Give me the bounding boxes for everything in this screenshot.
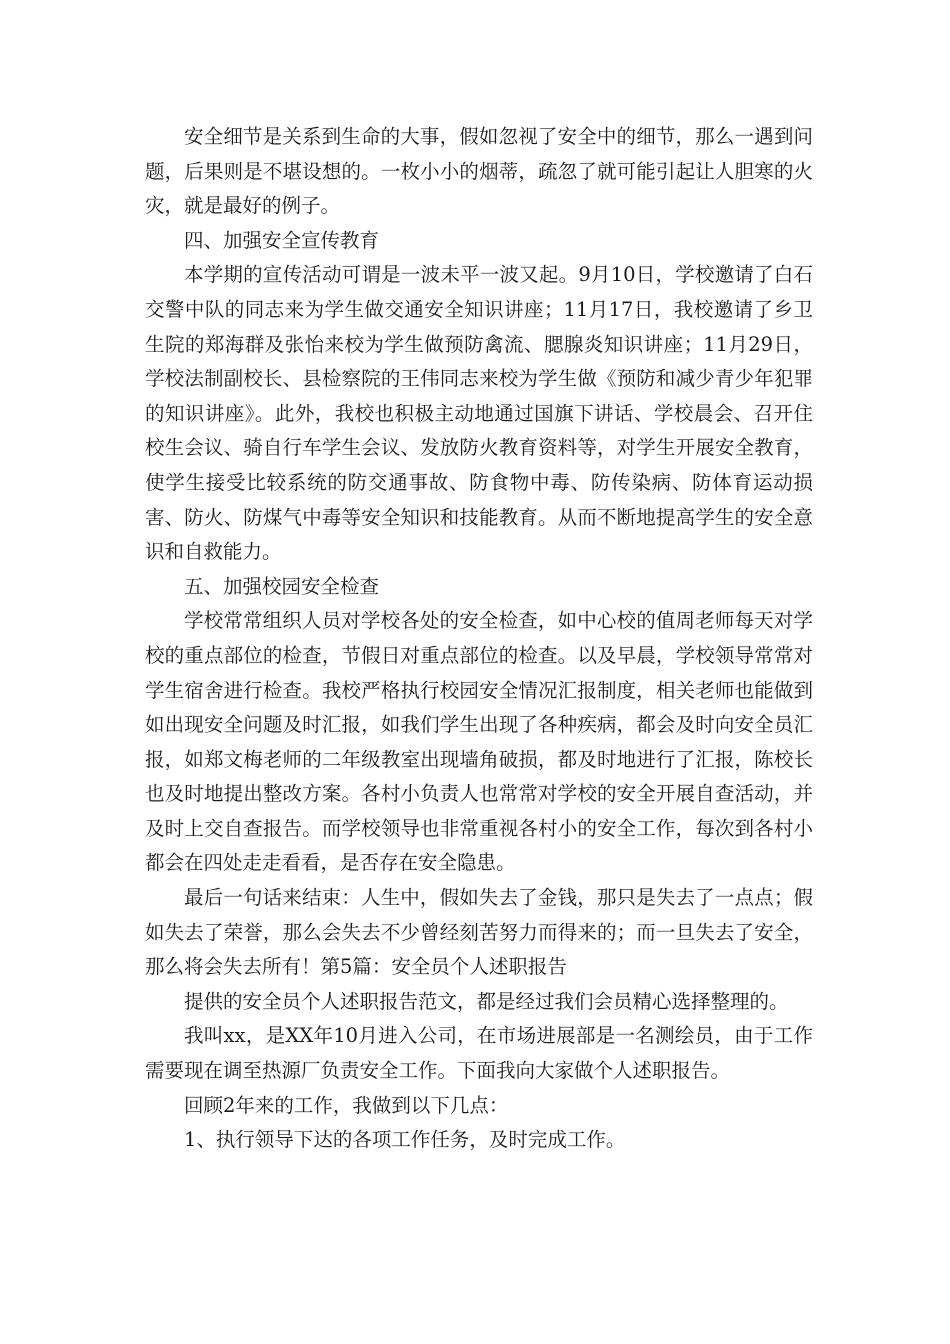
paragraph-campus-inspection: 学校常常组织人员对学校各处的安全检查，如中心校的值周老师每天对学校的重点部位的检查，节假日对重点部位的检查。以及早晨，学校领导常常对学生宿舍进行检查。我校严格执行校园安全情况汇报制度，相关老师也能做到如出现安全问题及时汇报，如我们学生出现了各种疾病，都会及时向安全员汇报，如郑文梅老师的二年级教室出现墙角破损，都及时地进行了汇报，陈校长也及时地提出整改方案。各村小负责人也常常对学校的安全开展自查活动，并及时上交自查报告。而学校领导也非常重视各村小的安全工作，每次到各村小都会在四处走走看看，是否存在安全隐患。 bbox=[145, 609, 813, 875]
paragraph-review: 回顾2年来的工作，我做到以下几点： bbox=[184, 1093, 509, 1117]
paragraph-publicity-activities: 本学期的宣传活动可谓是一波未平一波又起。9月10日，学校邀请了白石交警中队的同志来为学生做交通安全知识讲座；11月17日，我校邀请了乡卫生院的郑海群及张怡来校为学生做预防禽流、腮腺炎知识讲座；11月29日，学校法制副校长、县检察院的王伟同志来校为学生做《预防和减少青少年犯罪的知识讲座》。此外，我校也积极主动地通过国旗下讲话、学校晨会、召开住校生会议、骑自行车学生会议、发放防火教育资料等，对学生开展安全教育，使学生接受比较系统的防交通事故、防食物中毒、防传染病、防体育运动损害、防火、防煤气中毒等安全知识和技能教育。从而不断地提高学生的安全意识和自救能力。 bbox=[145, 263, 813, 564]
paragraph-intro-note: 提供的安全员个人述职报告范文，都是经过我们会员精心选择整理的。 bbox=[184, 989, 789, 1013]
paragraph-safety-details: 安全细节是关系到生命的大事，假如忽视了安全中的细节，那么一遇到问题，后果则是不堪设想的。一枚小小的烟蒂，疏忽了就可能引起让人胆寒的火灾，就是最好的例子。 bbox=[145, 125, 813, 218]
paragraph-conclusion: 最后一句话来结束：人生中，假如失去了金钱，那只是失去了一点点；假如失去了荣誉，那么会失去不少曾经刻苦努力而得来的；而一旦失去了安全，那么将会失去所有！第5篇：安全员个人述职报告 bbox=[145, 886, 813, 979]
document-body bbox=[145, 120, 813, 1158]
section-heading-5: 五、加强校园安全检查 bbox=[184, 574, 380, 598]
paragraph-self-introduction: 我叫xx，是XX年10月进入公司，在市场进展部是一名测绘员，由于工作需要现在调至热源厂负责安全工作。下面我向大家做个人述职报告。 bbox=[145, 1024, 813, 1083]
section-heading-4: 四、加强安全宣传教育 bbox=[184, 228, 380, 252]
paragraph-item-1: 1、执行领导下达的各项工作任务，及时完成工作。 bbox=[184, 1128, 626, 1152]
